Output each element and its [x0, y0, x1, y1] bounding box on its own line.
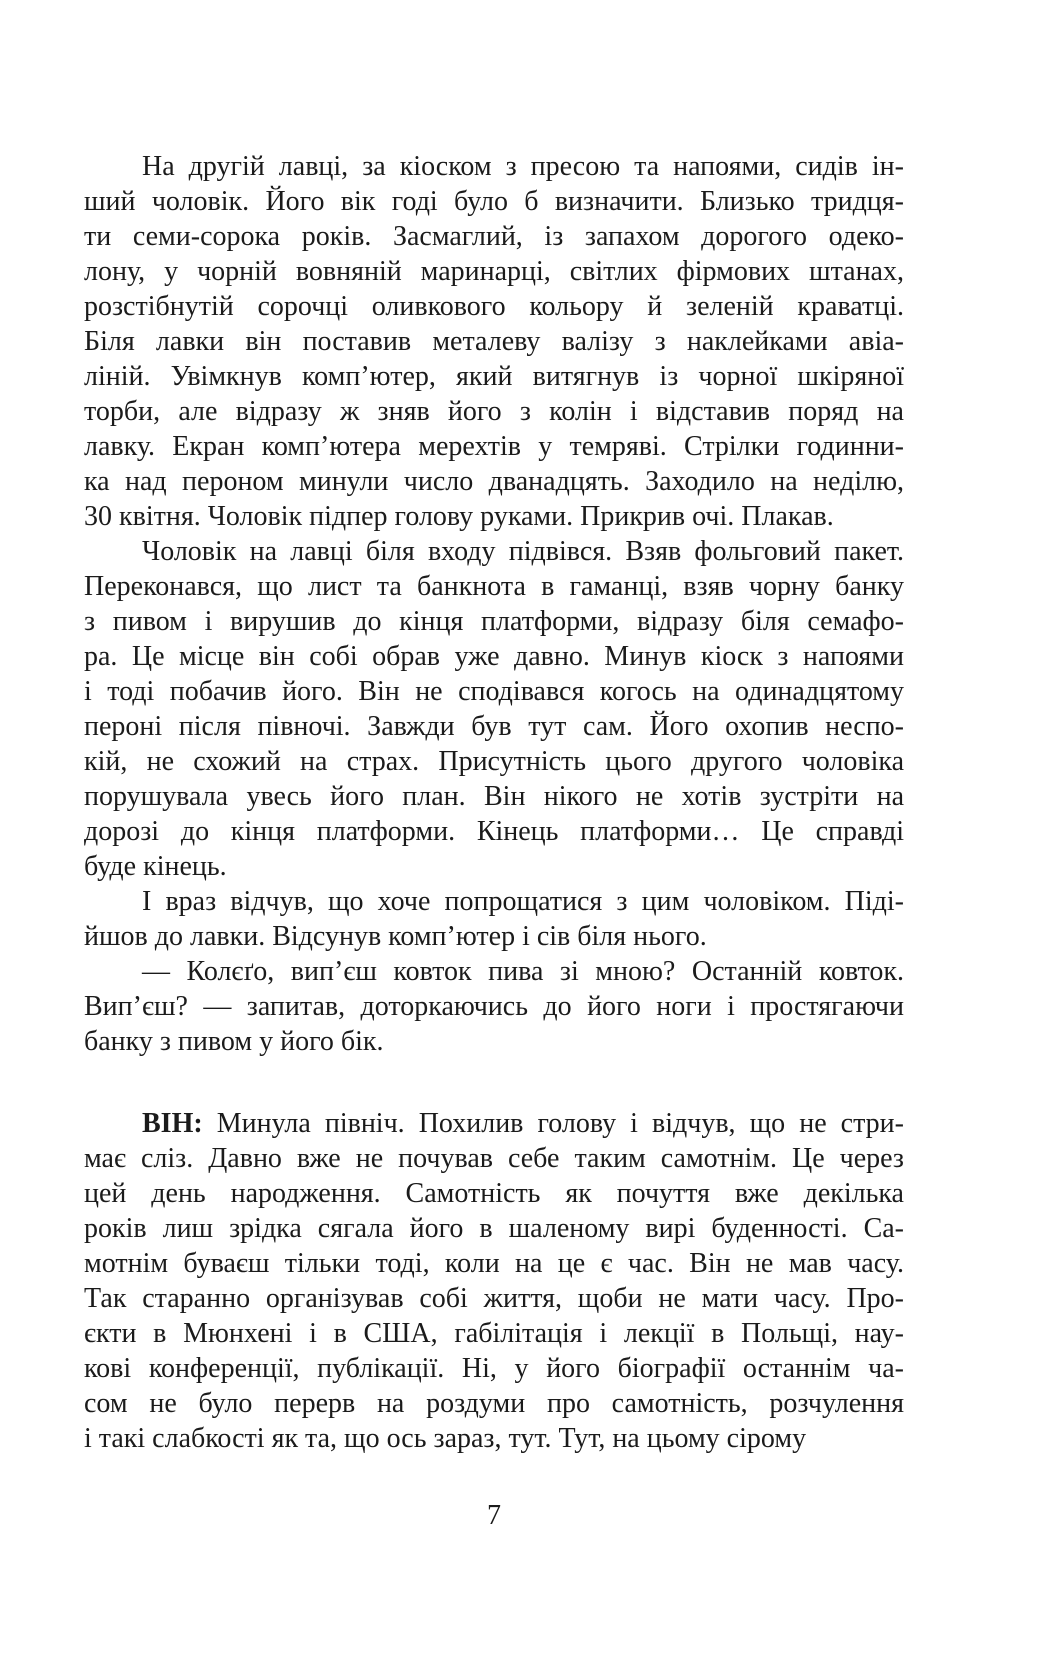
- text-line: має сліз. Давно вже не почував себе таким самотнім. Це через: [84, 1143, 904, 1174]
- text-line: Вип’єш? — запитав, доторкаючись до його ноги і простягаючи: [84, 991, 904, 1022]
- paragraph-5-he-monologue: [84, 1106, 904, 1456]
- text-line: кові конференції, публікації. Ні, у його біографії останнім ча-: [84, 1353, 904, 1384]
- text-line: лавку. Екран комп’ютера мерехтів у темряві. Стрілки годинни-: [84, 431, 904, 462]
- text-line: буде кінець.: [84, 851, 227, 882]
- speaker-label: ВІН:: [142, 1108, 203, 1139]
- text-line: ти семи-сорока років. Засмаглий, із запахом дорогого одеко-: [84, 221, 904, 252]
- text-line: 30 квітня. Чоловік підпер голову руками. Прикрив очі. Плакав.: [84, 501, 834, 532]
- paragraph-3: [84, 884, 904, 954]
- text-line: років лиш зрідка сягала його в шаленому вирі буденності. Са-: [84, 1213, 904, 1244]
- text-line: і тоді побачив його. Він не сподівався когось на одинадцятому: [84, 676, 904, 707]
- text-line: порушувала увесь його план. Він нікого не хотів зустріти на: [84, 781, 904, 812]
- text-line: сом не було перерв на роздуми про самотність, розчулення: [84, 1388, 904, 1419]
- text-line: Чоловік на лавці біля входу підвівся. Взяв фольговий пакет.: [142, 536, 904, 567]
- text-line: пероні після півночі. Завжди був тут сам. Його охопив неспо-: [84, 711, 904, 742]
- text-line: Так старанно організував собі життя, щоби не мати часу. Про-: [84, 1283, 904, 1314]
- text-line: дорозі до кінця платформи. Кінець платформи… Це справді: [84, 816, 904, 847]
- text-line: ВІН: Минула північ. Похилив голову і відчув, що не стри-: [142, 1108, 904, 1139]
- text-line: На другій лавці, за кіоском з пресою та напоями, сидів ін-: [142, 151, 904, 182]
- text-line: ший чоловік. Його вік годі було б визначити. Близько тридця-: [84, 186, 904, 217]
- text-line: — Колєґо, вип’єш ковток пива зі мною? Останній ковток.: [142, 956, 904, 987]
- text-line: єкти в Мюнхені і в США, габілітація і лекції в Польщі, нау-: [84, 1318, 904, 1349]
- text-block: [84, 149, 904, 1533]
- text-line: лону, у чорній вовняній маринарці, світлих фірмових штанах,: [84, 256, 904, 287]
- text-line: ліній. Увімкнув комп’ютер, який витягнув із чорної шкіряної: [84, 361, 904, 392]
- text-line: розстібнутій сорочці оливкового кольору й зеленій краватці.: [84, 291, 904, 322]
- paragraph-1: [84, 149, 904, 534]
- text-line: Переконався, що лист та банкнота в гаманці, взяв чорну банку: [84, 571, 904, 602]
- text-line: торби, але відразу ж зняв його з колін і відставив поряд на: [84, 396, 904, 427]
- text-line: І враз відчув, що хоче попрощатися з цим чоловіком. Піді-: [142, 886, 904, 917]
- text-line: йшов до лавки. Відсунув комп’ютер і сів біля нього.: [84, 921, 707, 952]
- text-line: ра. Це місце він собі обрав уже давно. Минув кіоск з напоями: [84, 641, 904, 672]
- text-line: ка над пероном минули число дванадцять. Заходило на неділю,: [84, 466, 904, 497]
- text-line: Біля лавки він поставив металеву валізу з наклейками авіа-: [84, 326, 904, 357]
- text-line: цей день народження. Самотність як почуття вже декілька: [84, 1178, 904, 1209]
- page-number: 7: [487, 1500, 501, 1531]
- text-line: кій, не схожий на страх. Присутність цього другого чоловіка: [84, 746, 904, 777]
- paragraph-2: [84, 534, 904, 884]
- text-line: і такі слабкості як та, що ось зараз, тут. Тут, на цьому сірому: [84, 1423, 807, 1454]
- text-line: з пивом і вирушив до кінця платформи, відразу біля семафо-: [84, 606, 904, 637]
- text-line: банку з пивом у його бік.: [84, 1026, 384, 1057]
- text-line: мотнім буваєш тільки тоді, коли на це є час. Він не мав часу.: [84, 1248, 904, 1279]
- paragraph-4-dialogue: [84, 954, 904, 1059]
